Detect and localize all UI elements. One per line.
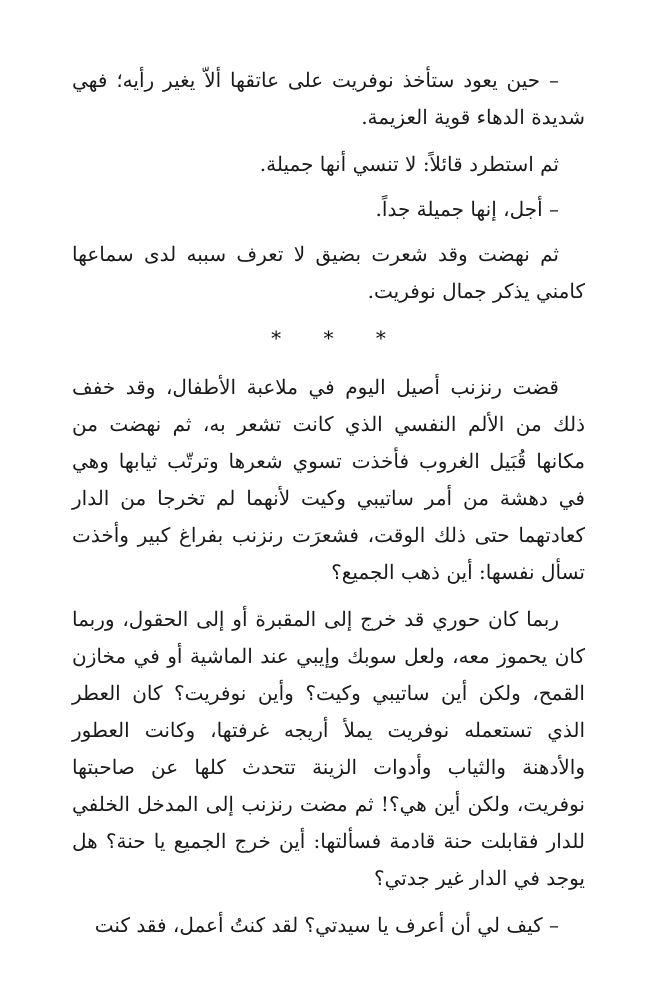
- paragraph: قضت رنزنب أصيل اليوم في ملاعبة الأطفال، وقد خفف ذلك من الألم النفسي الذي كانت تشعر به، ثم نهضت من مكانها قُبَيل الغروب فأخذت تسوي شعرها وترتّب ثيابها وهي في دهشة من أمر ساتيبي وكيت لأنهما لم تخرجا من الدار كعادتهما حتى ذلك الوقت، فشعرَت رنزنب بفراغ كبير وأخذت تسأل نفسها: أين ذهب الجميع؟: [72, 375, 585, 584]
- paragraph: ثم نهضت وقد شعرت بضيق لا تعرف سببه لدى سماعها كامني يذكر جمال نوفريت.: [72, 242, 585, 303]
- paragraph: – كيف لي أن أعرف يا سيدتي؟ لقد كنتُ أعمل، فقد كنت: [94, 913, 559, 937]
- paragraph: – حين يعود ستأخذ نوفريت على عاتقها ألاّ يغير رأيه؛ فهي شديدة الدهاء قوية العزيمة.: [72, 68, 585, 129]
- paragraph: ثم استطرد قائلاً: لا تنسي أنها جميلة.: [259, 152, 559, 176]
- paragraph: – أجل، إنها جميلة جداً.: [375, 197, 559, 221]
- section-separator: * * *: [271, 326, 404, 350]
- paragraph: ربما كان حوري قد خرج إلى المقبرة أو إلى الحقول، وربما كان يحموز معه، ولعل سوبك وإيبي عند الماشية أو في مخازن القمح، ولكن أين ساتيبي وكيت؟ وأين نوفريت؟ كان العطر الذي تستعمله نوفريت يملأ أريجه غرفتها، وكانت العطور والأدهنة والثياب وأدوات الزينة تتحدث كلها عن صاحبتها نوفريت، ولكن أين هي؟! ثم مضت رنزنب إلى المدخل الخلفي للدار فقابلت حنة قادمة فسألتها: أين خرج الجميع يا حنة؟ هل يوجد في الدار غير جدتي؟: [72, 607, 585, 890]
- book-page: [72, 62, 585, 954]
